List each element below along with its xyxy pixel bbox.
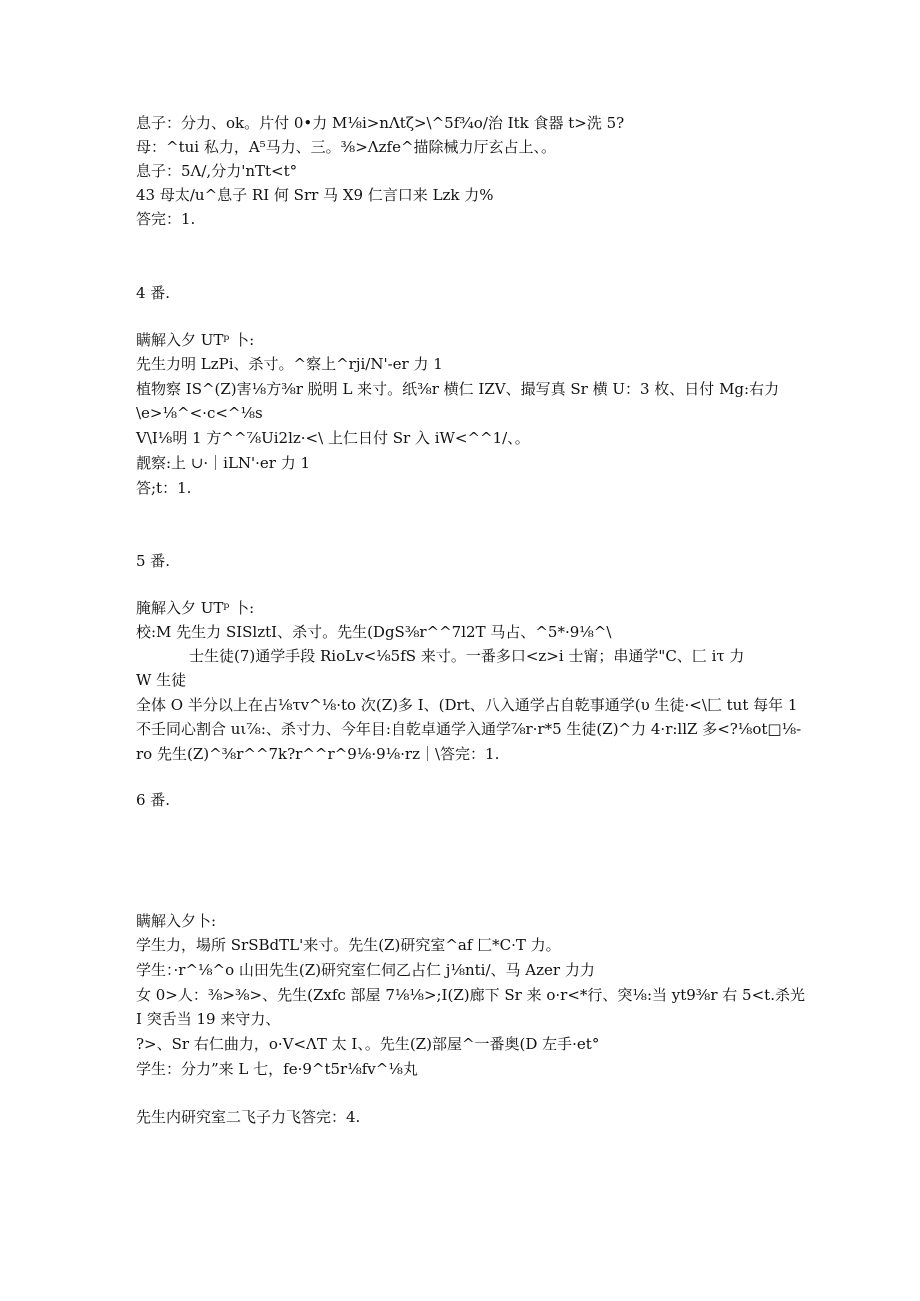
text-line: 学生力，場所 SrSBdTL'来寸。先生(Z)研究室^af 匚*C·T 力。 — [136, 936, 561, 954]
text-line: 不壬同心割合 uι⅞:、杀寸力、今年目:自乾卓通学入通学⅞r·r*5 生徒(Z)^力 4·r:llZ 多<?⅛ot□⅛- — [136, 720, 802, 738]
text-line: 母：^tui 私力，A⁵马力、三。⅜>Λzfe^描除械力厅玄占上、。 — [136, 138, 557, 156]
answer-line: 答;t：1. — [136, 479, 192, 497]
text-line: 瞒解入夕卜: — [136, 912, 217, 930]
text-line: 女 0>人：⅜>⅜>、先生(Zxfc 部屋 7⅛⅛>;I(Z)廊下 Sr 来 o·r<*行、突⅛:当 yt9⅜r 右 5<t.杀光 — [136, 986, 805, 1004]
section-heading: 4 番. — [136, 284, 171, 302]
text-line: 息子：5Λ∕,分力'nTt<t° — [136, 162, 298, 180]
text-line: 学生：·r^⅛^o 山田先生(Z)研究室仁伺乙占仁 j⅛nti∕、马 Azer 力力 — [136, 961, 595, 979]
section-heading: 5 番. — [136, 552, 171, 570]
text-line: 植物察 IS^(Z)害⅛方⅜r 脱明 L 来寸。纸⅜r 横仁 IZV、撮写真 Sr 横 U：3 枚、日付 Mg:右力 — [136, 380, 780, 398]
text-line: \e>⅛^<·c<^⅛s — [136, 404, 263, 422]
text-line: 靓察:上 ∪·｜iLN'·er 力 1 — [136, 454, 311, 472]
text-line: 息子：分力、ok。片付 0•力 M⅛i>nΛtζ>\^5f¾o∕治 Itk 食器 t>洗 5? — [136, 114, 625, 132]
text-line: 学生：分力”来 L 七，fe·9^t5r⅛fv^⅛丸 — [136, 1060, 418, 1078]
text-line: 43 母太∕u^息子 RI 何 Srr 马 X9 仁言口来 Lzk 力% — [136, 186, 494, 204]
text-line: 瞒解入夕 UTᵖ 卜: — [136, 331, 255, 349]
text-line: 士生徒(7)通学手段 RioLv<⅛5fS 来寸。一番多口<z>i 士甯；串通学"C、匚 iτ 力 — [189, 647, 745, 665]
text-line: V\I⅛明 1 方^^⅞Ui2lz·<\ 上仁日付 Sr 入 iW<^^1/、。 — [136, 429, 530, 447]
answer-line: 先生内研究室二飞子力飞答完：4. — [136, 1108, 361, 1126]
answer-line: ro 先生(Z)^⅜r^^7k?r^^r^9⅛·9⅛·rz｜\答完：1. — [136, 745, 500, 763]
section-heading: 6 番. — [136, 791, 171, 809]
text-line: 先生力明 LzPi、杀寸。^察上^rji/N'-er 力 1 — [136, 355, 443, 373]
text-line: ?>、Sr 右仁曲力，o·V<ΛT 太 I、。先生(Z)部屋^一番奥(D 左手·et° — [136, 1035, 600, 1053]
text-line: 腌解入夕 UTᵖ 卜: — [136, 599, 255, 617]
text-line: W 生徒 — [136, 671, 187, 689]
answer-line: 答完：1. — [136, 210, 196, 228]
text-line: I 突舌当 19 来守力、 — [136, 1010, 281, 1028]
text-line: 校:M 先生力 SISlztI、杀寸。先生(DgS⅜r^^7l2T 马占、^5*·9⅛^\ — [136, 623, 612, 641]
text-line: 全体 O 半分以上在占⅛τv^⅛·to 次(Z)多 I、(Drt、八入通学占自乾事通学(υ 生徒·<\匚 tut 每年 1 — [136, 696, 798, 714]
